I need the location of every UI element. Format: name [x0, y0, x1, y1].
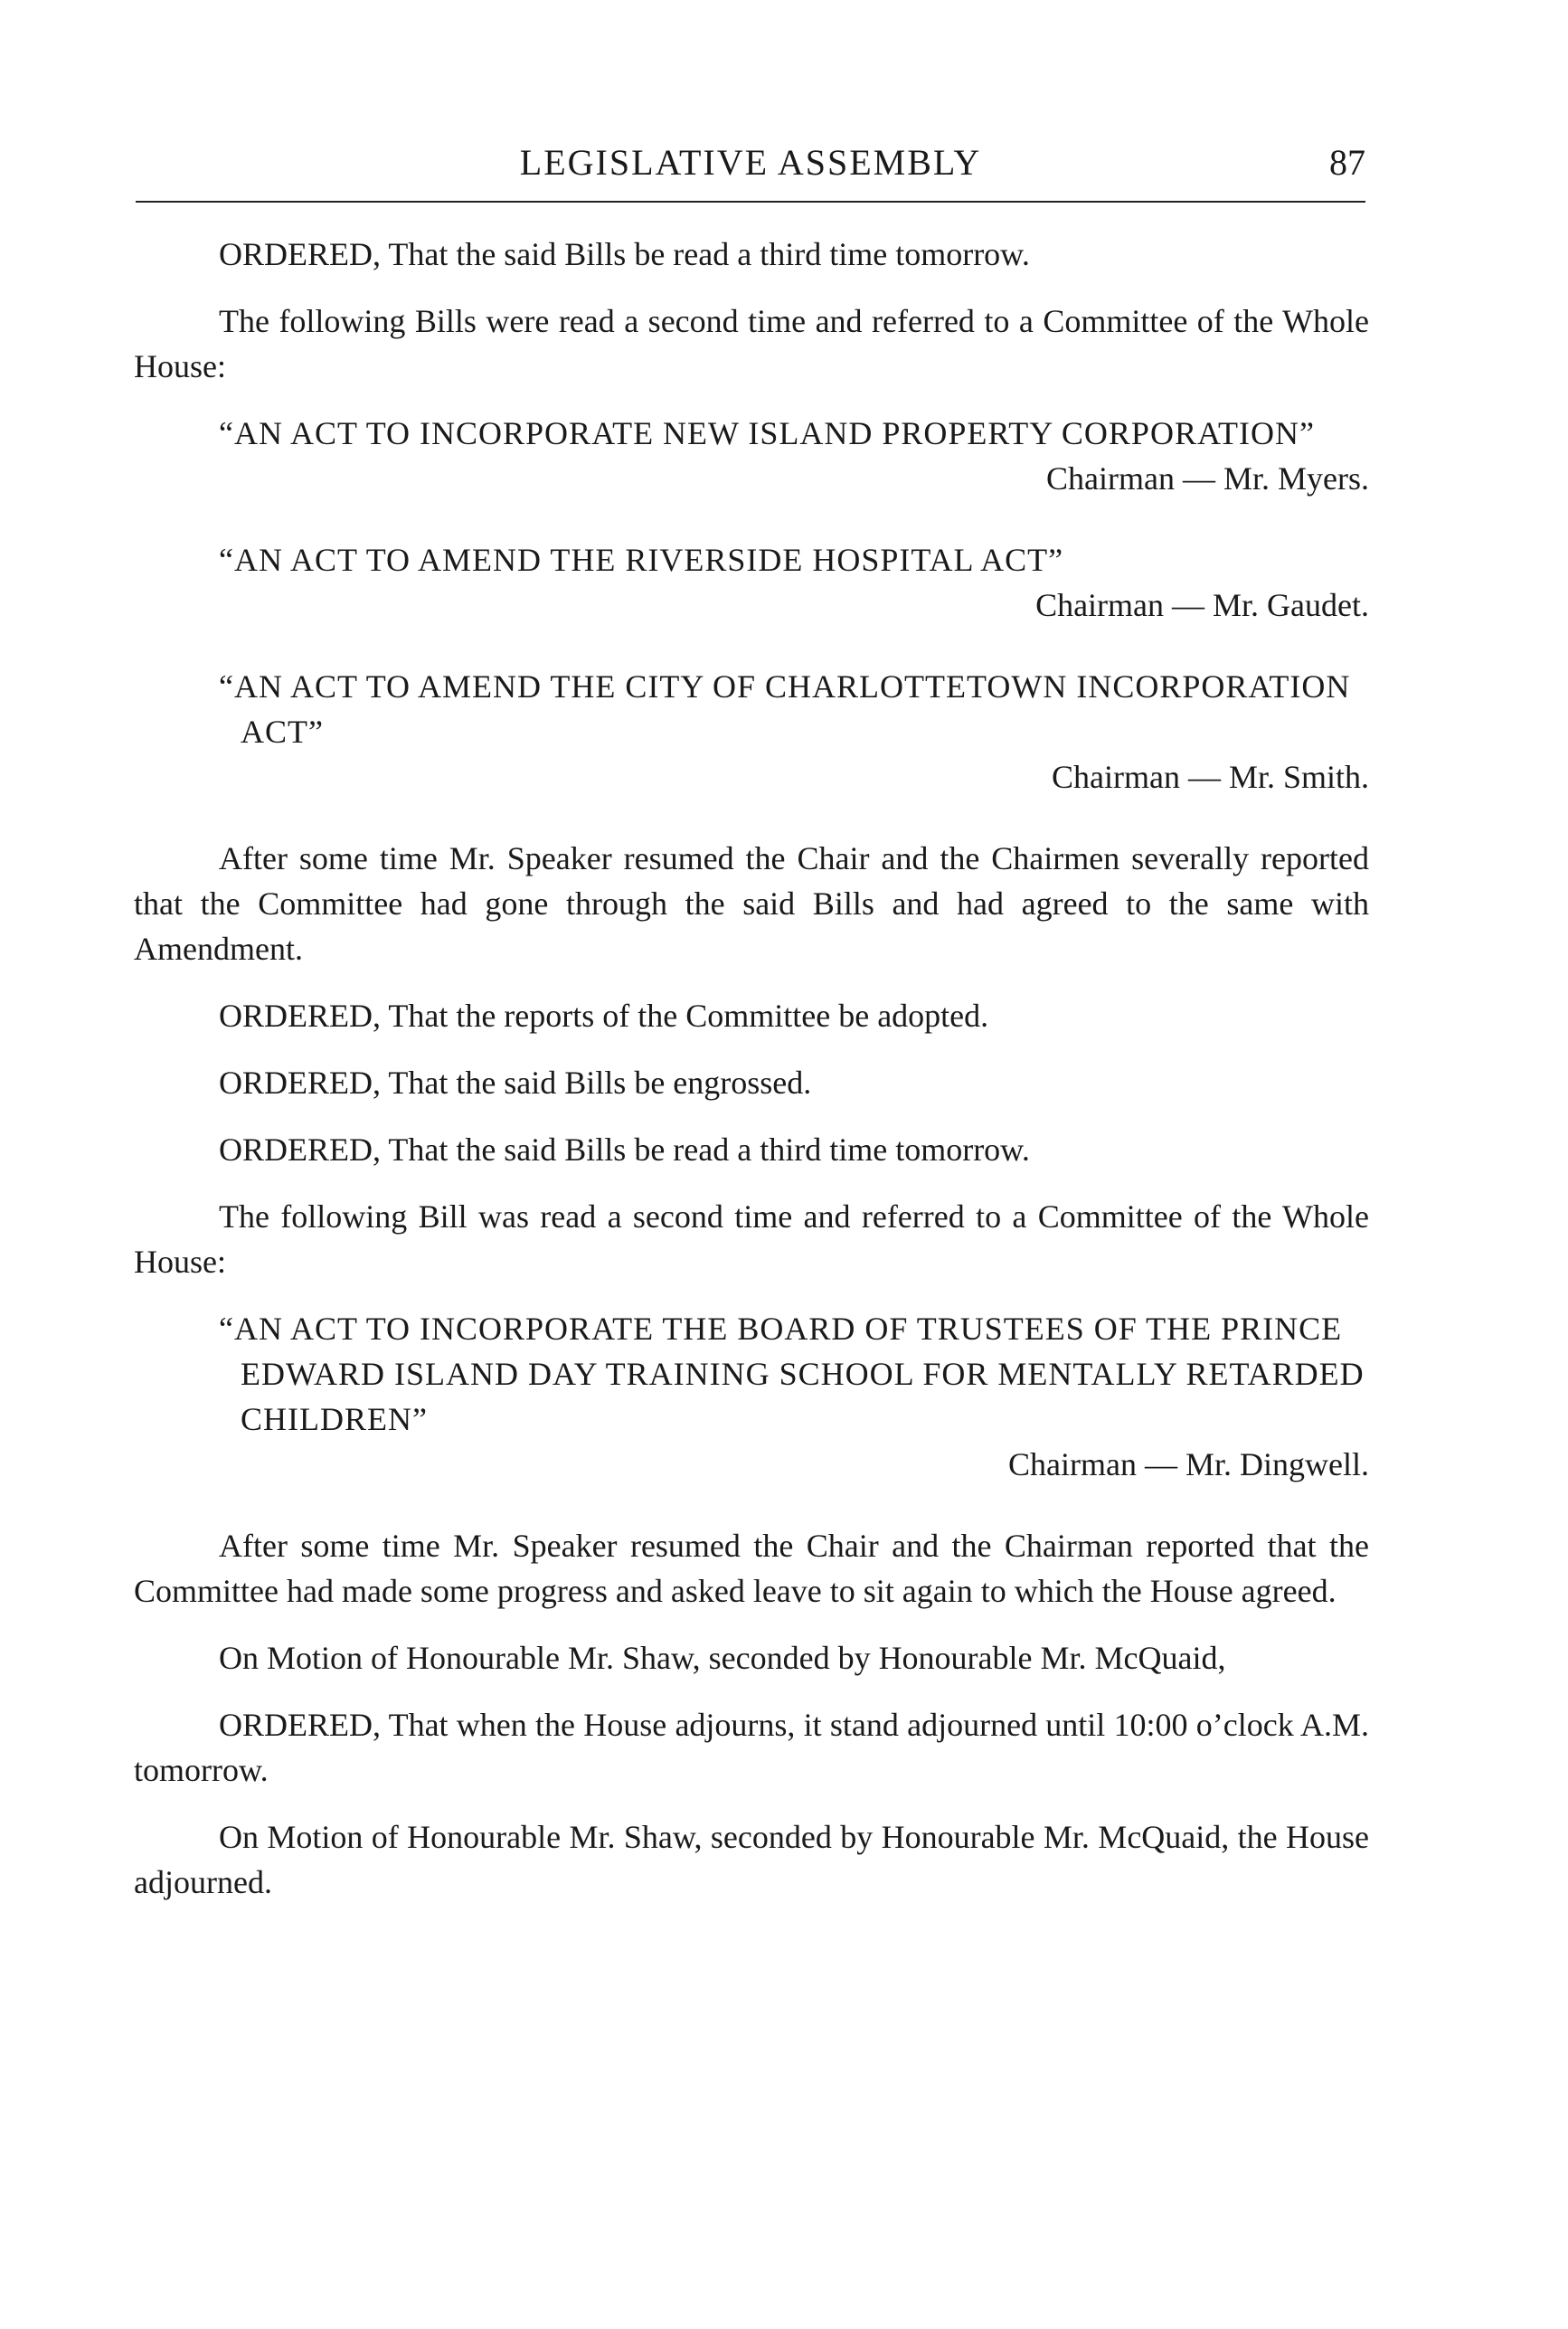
bill-title: “AN ACT TO INCORPORATE NEW ISLAND PROPERTY CORPORATION” [219, 415, 1315, 451]
header-rule [136, 201, 1365, 203]
body-text [134, 232, 1369, 1927]
bill-entry [134, 537, 1369, 628]
bill-chairman: Chairman — Mr. Dingwell. [1008, 1446, 1369, 1482]
paragraph: On Motion of Honourable Mr. Shaw, seconded by Honourable Mr. McQuaid, the House adjourned. [134, 1819, 1369, 1900]
paragraph: ORDERED, That the said Bills be read a third time tomorrow. [219, 1131, 1030, 1168]
paragraph: After some time Mr. Speaker resumed the Chair and the Chairman reported that the Committee had made some progress and asked leave to sit again to which the House agreed. [134, 1528, 1369, 1609]
bill-entry [134, 664, 1369, 800]
bill-title: “AN ACT TO AMEND THE CITY OF CHARLOTTETOWN INCORPORATION ACT” [219, 668, 1351, 750]
bill-title: “AN ACT TO AMEND THE RIVERSIDE HOSPITAL ACT” [219, 542, 1064, 578]
paragraph: The following Bill was read a second time and referred to a Committee of the Whole House: [134, 1198, 1369, 1280]
bill-title: “AN ACT TO INCORPORATE THE BOARD OF TRUSTEES OF THE PRINCE EDWARD ISLAND DAY TRAINING SCHOOL FOR MENTALLY RETARDED CHILDREN” [219, 1311, 1365, 1437]
paragraph: On Motion of Honourable Mr. Shaw, seconded by Honourable Mr. McQuaid, [219, 1640, 1226, 1676]
paragraph: ORDERED, That when the House adjourns, it stand adjourned until 10:00 o’clock A.M. tomorrow. [134, 1707, 1369, 1788]
bill-chairman: Chairman — Mr. Myers. [1046, 460, 1369, 497]
header-title: LEGISLATIVE ASSEMBLY [519, 142, 982, 183]
paragraph: After some time Mr. Speaker resumed the Chair and the Chairmen severally reported that the Committee had gone through the said Bills and had agreed to the same with Amendment. [134, 840, 1369, 967]
bill-chairman: Chairman — Mr. Gaudet. [1035, 587, 1369, 623]
bill-chairman: Chairman — Mr. Smith. [1052, 759, 1369, 795]
paragraph: The following Bills were read a second time and referred to a Committee of the Whole House: [134, 303, 1369, 384]
paragraph: ORDERED, That the reports of the Committee be adopted. [219, 998, 989, 1034]
bill-entry [134, 411, 1369, 501]
page-number: 87 [1329, 142, 1365, 183]
running-header [136, 136, 1365, 199]
paragraph: ORDERED, That the said Bills be engrossed. [219, 1065, 812, 1101]
paragraph: ORDERED, That the said Bills be read a third time tomorrow. [219, 236, 1030, 272]
bill-entry [134, 1306, 1369, 1487]
